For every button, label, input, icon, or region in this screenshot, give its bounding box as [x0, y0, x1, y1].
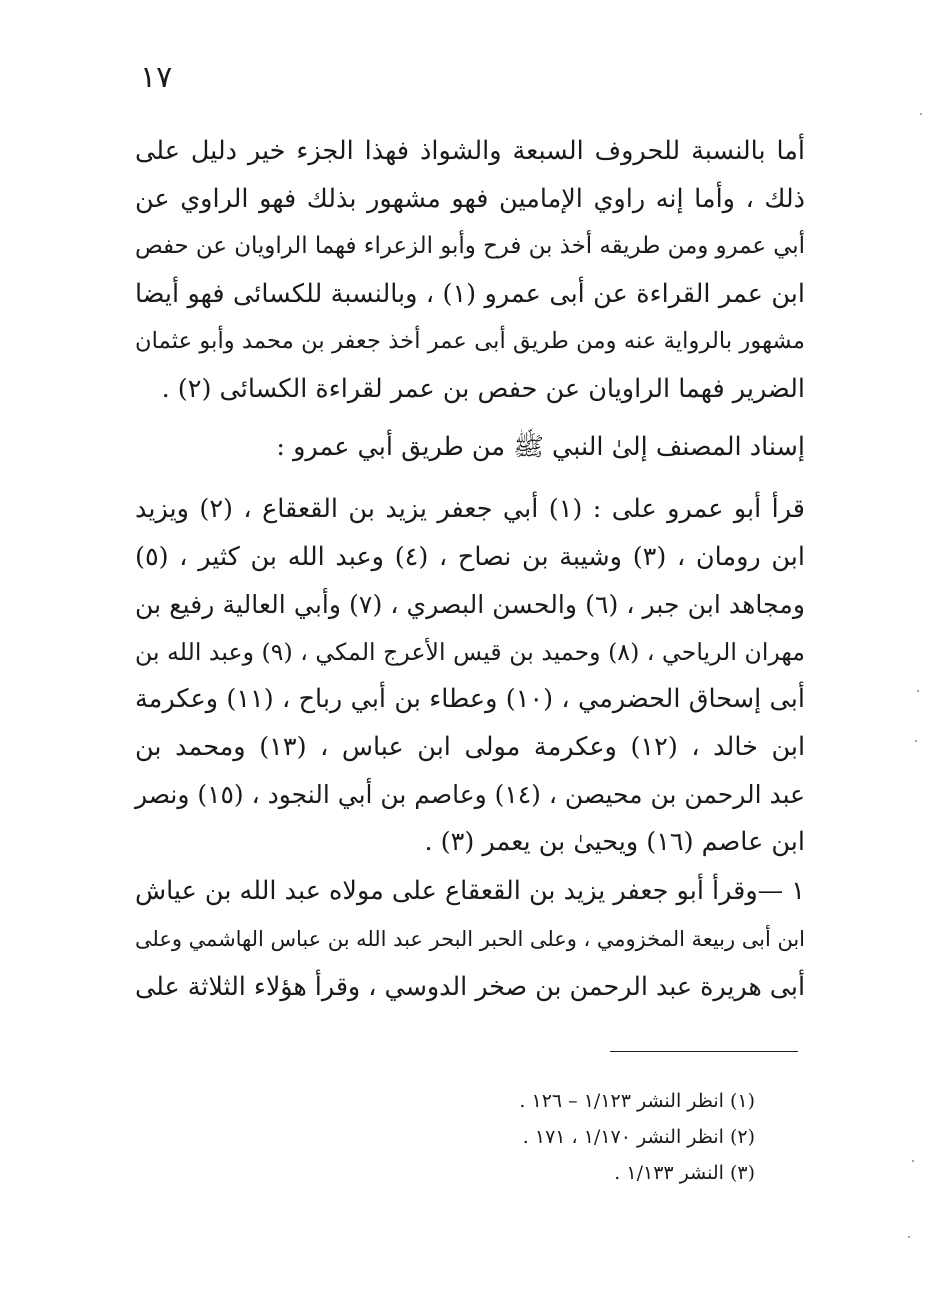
text-line: مشهور بالرواية عنه ومن طريق أبى عمر أخذ جعفر بن محمد وأبو عثمان	[135, 328, 805, 354]
paragraph-intro	[135, 128, 805, 413]
section-heading	[135, 424, 805, 472]
paragraph-chain-1	[135, 868, 805, 1011]
text-line: ابن عمر القراءة عن أبى عمرو (١) ، وبالنسبة للكسائى فهو أيضا	[135, 278, 805, 309]
paragraph-teachers	[135, 486, 805, 866]
text-line: ومجاهد ابن جبر ، (٦) والحسن البصري ، (٧) وأبي العالية رفيع بن	[135, 590, 805, 619]
text-line: ابن رومان ، (٣) وشيبة بن نصاح ، (٤) وعبد الله بن كثير ، (٥)	[135, 541, 805, 572]
text-line: أبي عمرو ومن طريقه أخذ بن فرح وأبو الزعراء فهما الراويان عن حفص	[135, 233, 805, 259]
heading-text: إسناد المصنف إلىٰ النبي ﷺ من طريق أبي عمرو :	[276, 432, 805, 462]
text-line: مهران الرياحي ، (٨) وحميد بن قيس الأعرج المكي ، (٩) وعبد الله بن	[135, 637, 805, 666]
scan-speck	[915, 740, 917, 742]
text-line: ابن خالد ، (١٢) وعكرمة مولى ابن عباس ، (١٣) ومحمد بن	[135, 731, 806, 762]
footnote-separator	[610, 1051, 798, 1052]
text-line: أبى هريرة عبد الرحمن بن صخر الدوسي ، وقرأ هؤلاء الثلاثة على	[135, 971, 805, 1001]
text-line: ١ —وقرأ أبو جعفر يزيد بن القعقاع على مولاه عبد الله بن عياش	[135, 876, 805, 906]
text-line: قرأ أبو عمرو على : (١) أبي جعفر يزيد بن القعقاع ، (٢) ويزيد	[135, 494, 805, 524]
text-line: الضرير فهما الراويان عن حفص بن عمر لقراءة الكسائى (٢) .	[161, 373, 805, 404]
scan-speck	[908, 1236, 910, 1238]
text-line: أما بالنسبة للحروف السبعة والشواذ فهذا الجزء خير دليل على	[135, 136, 805, 166]
scan-speck	[912, 1160, 914, 1162]
page-number: ١٧	[140, 60, 173, 95]
text-line: ذلك ، وأما إنه راوي الإمامين فهو مشهور بذلك فهو الراوي عن	[135, 183, 805, 214]
text-line: ابن أبى ربيعة المخزومي ، وعلى الحبر البحر عبد الله بن عباس الهاشمي وعلى	[135, 926, 805, 951]
footnote-3: (٣) النشر ١/١٣٣ .	[614, 1162, 755, 1184]
text-line: عبد الرحمن بن محيصن ، (١٤) وعاصم بن أبي النجود ، (١٥) ونصر	[135, 780, 805, 809]
text-line: ابن عاصم (١٦) ويحيىٰ بن يعمر (٣) .	[424, 826, 805, 857]
footnote-2: (٢) انظر النشر ١/١٧٠ ، ١٧١ .	[522, 1126, 755, 1148]
footnote-1: (١) انظر النشر ١/١٢٣ – ١٢٦ .	[519, 1090, 755, 1112]
scan-speck	[920, 113, 922, 115]
footnotes	[380, 1083, 755, 1191]
scan-speck	[917, 690, 919, 692]
text-line: أبى إسحاق الحضرمي ، (١٠) وعطاء بن أبي رباح ، (١١) وعكرمة	[135, 684, 805, 714]
